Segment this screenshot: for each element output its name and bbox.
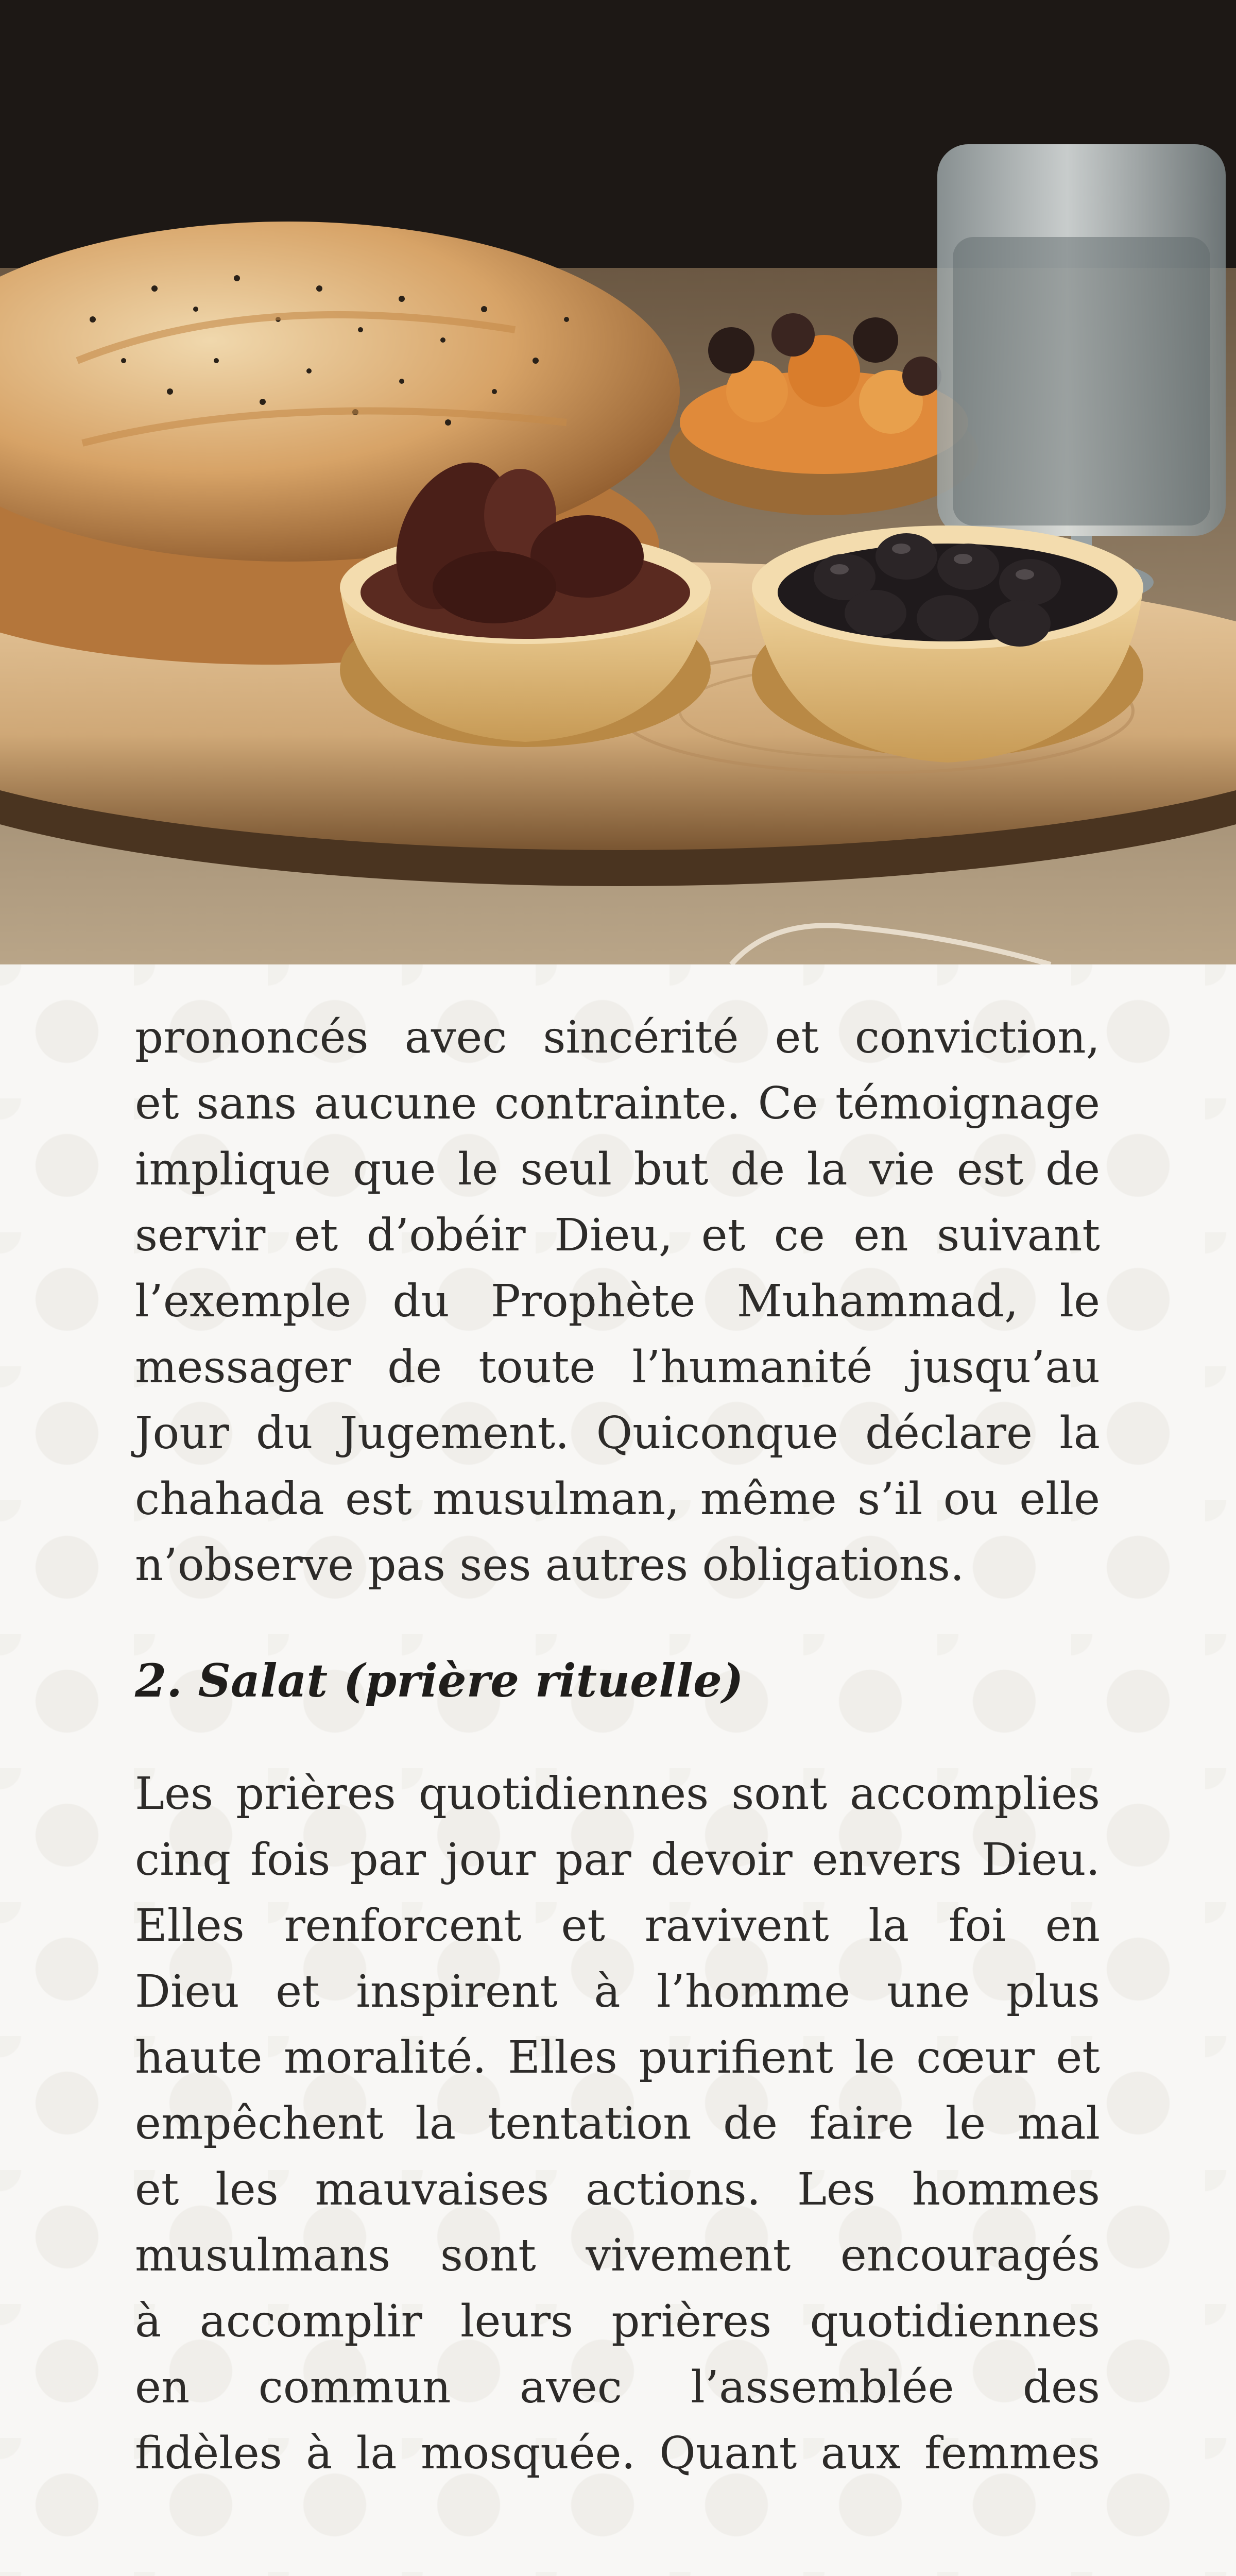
section-heading-salat: 2. Salat (prière rituelle) <box>135 1654 744 1707</box>
text-line: musulmans sont vivement encouragés <box>135 2230 1100 2281</box>
text-line: cinq fois par jour par devoir envers Dieu. <box>135 1834 1100 1886</box>
paragraph-shahada-continued <box>135 1005 1100 1598</box>
text-line: fidèles à la mosquée. Quant aux femmes <box>135 2428 1100 2479</box>
hero-photo-ramadan-food <box>0 0 1236 964</box>
text-line: et les mauvaises actions. Les hommes <box>135 2164 1100 2215</box>
text-line: à accomplir leurs prières quotidiennes <box>135 2296 1100 2347</box>
text-line: haute moralité. Elles purifient le cœur et <box>135 2032 1100 2083</box>
text-line: l’exemple du Prophète Muhammad, le <box>135 1276 1100 1327</box>
text-line: servir et d’obéir Dieu, et ce en suivant <box>135 1210 1100 1261</box>
text-line: n’observe pas ses autres obligations. <box>135 1539 965 1591</box>
hero-illustration <box>0 0 1236 964</box>
text-line: Dieu et inspirent à l’homme une plus <box>135 1966 1100 2018</box>
text-line: et sans aucune contrainte. Ce témoignage <box>135 1078 1100 1129</box>
text-line: en commun avec l’assemblée des <box>135 2362 1100 2413</box>
text-line: Elles renforcent et ravivent la foi en <box>135 1900 1100 1952</box>
text-line: implique que le seul but de la vie est de <box>135 1144 1100 1195</box>
text-line: Les prières quotidiennes sont accomplies <box>135 1768 1100 1820</box>
text-line: prononcés avec sincérité et conviction, <box>135 1012 1100 1063</box>
text-line: messager de toute l’humanité jusqu’au <box>135 1342 1100 1393</box>
text-line: empêchent la tentation de faire le mal <box>135 2098 1100 2149</box>
paragraph-salat <box>135 1761 1100 2486</box>
text-line: Jour du Jugement. Quiconque déclare la <box>135 1408 1100 1459</box>
text-line: chahada est musulman, même s’il ou elle <box>135 1473 1100 1525</box>
